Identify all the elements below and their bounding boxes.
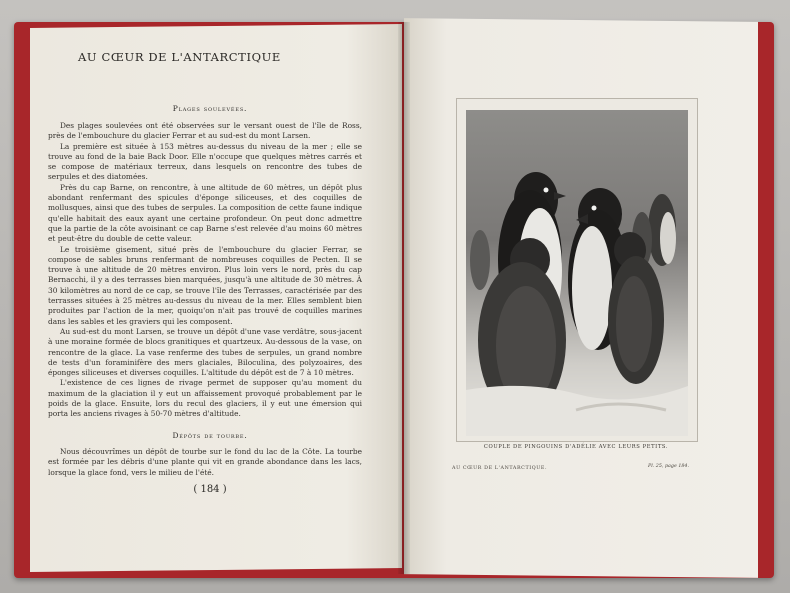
page-number: ( 184 ) xyxy=(193,484,227,495)
paragraph: Au sud-est du mont Larsen, se trouve un dépôt d'une vase verdâtre, sous-jacent à une moraine formée de blocs granitiques et quartzeux. Au-dessous de la vase, on rencontre de la glace. La vase renferme des tubes de serpules, un grand nombre de tests d'un foraminifère des mers glaciales, Biloculina, des polyzoaires, des éponges siliceuses et diverses coquilles. L'altitude du dépôt est de 7 à 10 mètres. xyxy=(48,326,362,378)
paragraph: L'existence de ces lignes de rivage permet de supposer qu'au moment du maximum de la glaciation il y eut un affaissement provoqué probablement par le poids de la glace. Ensuite, lors du recul des glaciers, il y eut une émersion qui porta les anciens rivages à 50-70 mètres d'altitude. xyxy=(48,378,362,419)
paragraph: La première est située à 153 mètres au-dessus du niveau de la mer ; elle se trouve au fond de la baie Back Door. Elle n'occupe que quelques mètres carrés et se compose de matériaux terreux, dans lesquels on rencontre des tubes de serpules et des diatomées. xyxy=(48,141,362,182)
paragraph: Près du cap Barne, on rencontre, à une altitude de 60 mètres, un dépôt plus abondant renfermant des spicules d'éponge siliceuses, et des coquilles de mollusques, ainsi que des tubes de serpules. La composition de cette faune indique qu'elle habitait des eaux ayant une certaine profondeur. On peut donc admettre que la partie de la côte avoisinant ce cap Barne s'est relevée d'au moins 60 mètres et peut-être du double de cette valeur. xyxy=(48,182,362,244)
paragraph: Des plages soulevées ont été observées sur le versant ouest de l'île de Ross, près de l'embouchure du glacier Ferrar et au sud-est du mont Larsen. xyxy=(48,121,362,141)
penguin-photo-illustration xyxy=(466,110,688,436)
paragraph: Nous découvrîmes un dépôt de tourbe sur le fond du lac de la Côte. La tourbe est formée par les débris d'une plante qui vit en grande abondance dans les lacs, lorsque la glace fond, vers le milieu de l'été. xyxy=(48,447,362,477)
penguin-photo xyxy=(466,110,688,436)
left-page-body-2 xyxy=(48,447,362,478)
section-title-peat-deposits: Dépôts de tourbe. xyxy=(172,431,248,440)
plate-footer-title: AU CŒUR DE L'ANTARCTIQUE. xyxy=(452,466,548,471)
left-page-body xyxy=(48,121,362,420)
plate-caption: COUPLE DE PINGOUINS D'ADÉLIE AVEC LEURS PETITS. xyxy=(483,444,669,450)
paragraph: Le troisième gisement, situé près de l'embouchure du glacier Ferrar, se compose de sables bruns renfermant de nombreuses coquilles de Pecten. Il se trouve à une altitude de 20 mètres environ. Plus loin vers le nord, près du cap Bernacchi, il y a des terrasses bien marquées, jusqu'à une altitude de 30 mètres. À 30 kilomètres au nord de ce cap, se trouve l'île des Terrasses, caractérisée par des terrasses situées à 25 mètres au-dessus du niveau de la mer. Elles semblent bien produites par l'action de la mer, quoiqu'on n'ait pas trouvé de coquilles marines dans les sables et les graviers qui les composent. xyxy=(48,244,362,326)
plate-footer-ref: Pl. 25, page 184. xyxy=(648,464,690,469)
running-head: AU CŒUR DE L'ANTARCTIQUE xyxy=(78,50,281,64)
book-gutter xyxy=(398,22,410,574)
section-title-raised-beaches: Plages soulevées. xyxy=(172,104,248,113)
